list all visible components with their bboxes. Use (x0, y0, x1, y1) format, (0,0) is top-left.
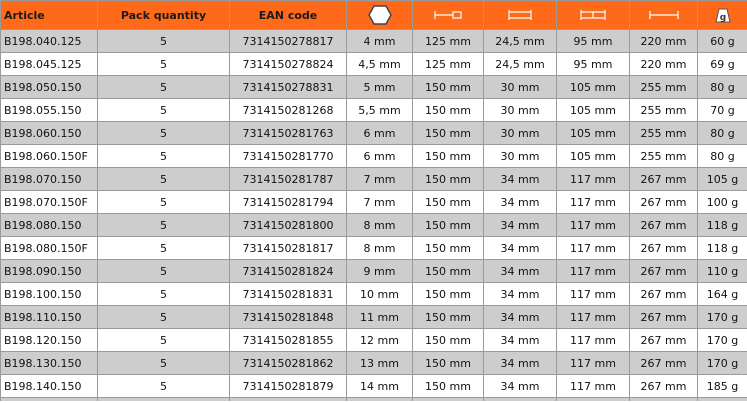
cell-article: B198.070.150 (1, 168, 98, 191)
cell-total-length: 267 mm (630, 237, 698, 260)
cell-total-length: 267 mm (630, 168, 698, 191)
cell-partial (413, 398, 484, 402)
cell-size: 6 mm (347, 145, 413, 168)
cell-blade-length: 150 mm (413, 352, 484, 375)
cell-size: 10 mm (347, 283, 413, 306)
cell-ean-code: 7314150278824 (230, 53, 347, 76)
cell-pack-quantity: 5 (98, 214, 230, 237)
header-article: Article (1, 1, 98, 30)
cell-short-arm: 34 mm (484, 191, 557, 214)
cell-total-length: 255 mm (630, 76, 698, 99)
table-row (1, 306, 747, 329)
cell-weight: 105 g (698, 168, 747, 191)
table-row (1, 329, 747, 352)
cell-ean-code: 7314150281862 (230, 352, 347, 375)
cell-pack-quantity: 5 (98, 30, 230, 53)
cell-total-length: 267 mm (630, 375, 698, 398)
cell-article: B198.055.150 (1, 99, 98, 122)
cell-pack-quantity: 5 (98, 168, 230, 191)
cell-short-arm: 24,5 mm (484, 30, 557, 53)
cell-short-arm: 34 mm (484, 260, 557, 283)
table-row (1, 260, 747, 283)
cell-article: B198.080.150 (1, 214, 98, 237)
cell-total-length: 255 mm (630, 145, 698, 168)
cell-partial (1, 398, 98, 402)
cell-long-arm: 117 mm (557, 375, 630, 398)
cell-size: 12 mm (347, 329, 413, 352)
cell-partial (230, 398, 347, 402)
cell-pack-quantity: 5 (98, 122, 230, 145)
cell-ean-code: 7314150278817 (230, 30, 347, 53)
cell-blade-length: 150 mm (413, 122, 484, 145)
cell-short-arm: 34 mm (484, 283, 557, 306)
cell-size: 7 mm (347, 191, 413, 214)
cell-article: B198.130.150 (1, 352, 98, 375)
header-short-arm (484, 1, 557, 30)
short-arm-length-icon (505, 8, 535, 22)
table-row (1, 237, 747, 260)
cell-short-arm: 34 mm (484, 237, 557, 260)
cell-size: 8 mm (347, 214, 413, 237)
cell-weight: 170 g (698, 352, 747, 375)
cell-ean-code: 7314150281817 (230, 237, 347, 260)
cell-pack-quantity: 5 (98, 191, 230, 214)
cell-short-arm: 34 mm (484, 329, 557, 352)
cell-article: B198.040.125 (1, 30, 98, 53)
cell-total-length: 267 mm (630, 214, 698, 237)
cell-article: B198.050.150 (1, 76, 98, 99)
cell-partial (347, 398, 413, 402)
cell-weight: 170 g (698, 306, 747, 329)
cell-long-arm: 117 mm (557, 260, 630, 283)
cell-blade-length: 150 mm (413, 260, 484, 283)
cell-long-arm: 117 mm (557, 329, 630, 352)
blade-length-icon (433, 8, 463, 22)
cell-pack-quantity: 5 (98, 283, 230, 306)
header-total-length (630, 1, 698, 30)
cell-weight: 170 g (698, 329, 747, 352)
header-long-arm (557, 1, 630, 30)
cell-short-arm: 34 mm (484, 306, 557, 329)
cell-ean-code: 7314150281770 (230, 145, 347, 168)
cell-weight: 164 g (698, 283, 747, 306)
cell-weight: 60 g (698, 30, 747, 53)
cell-weight: 69 g (698, 53, 747, 76)
cell-size: 4 mm (347, 30, 413, 53)
table-row (1, 53, 747, 76)
cell-blade-length: 150 mm (413, 76, 484, 99)
hex-size-icon (367, 4, 393, 26)
cell-short-arm: 24,5 mm (484, 53, 557, 76)
cell-partial (698, 398, 747, 402)
cell-size: 5,5 mm (347, 99, 413, 122)
cell-total-length: 267 mm (630, 260, 698, 283)
table-row-partial (1, 398, 747, 402)
header-pack-quantity: Pack quantity (98, 1, 230, 30)
cell-blade-length: 150 mm (413, 99, 484, 122)
table-row (1, 191, 747, 214)
cell-pack-quantity: 5 (98, 145, 230, 168)
table-row (1, 76, 747, 99)
cell-weight: 185 g (698, 375, 747, 398)
cell-weight: 110 g (698, 260, 747, 283)
cell-weight: 80 g (698, 76, 747, 99)
cell-size: 14 mm (347, 375, 413, 398)
cell-pack-quantity: 5 (98, 237, 230, 260)
cell-partial (98, 398, 230, 402)
cell-weight: 80 g (698, 122, 747, 145)
cell-blade-length: 150 mm (413, 306, 484, 329)
cell-ean-code: 7314150281824 (230, 260, 347, 283)
cell-weight: 118 g (698, 237, 747, 260)
cell-ean-code: 7314150281831 (230, 283, 347, 306)
cell-size: 5 mm (347, 76, 413, 99)
cell-pack-quantity: 5 (98, 76, 230, 99)
cell-ean-code: 7314150281794 (230, 191, 347, 214)
cell-partial (557, 398, 630, 402)
cell-ean-code: 7314150281848 (230, 306, 347, 329)
cell-blade-length: 150 mm (413, 214, 484, 237)
cell-long-arm: 105 mm (557, 145, 630, 168)
cell-weight: 118 g (698, 214, 747, 237)
cell-total-length: 267 mm (630, 352, 698, 375)
total-length-icon (648, 8, 680, 22)
cell-long-arm: 117 mm (557, 283, 630, 306)
table-row (1, 375, 747, 398)
cell-total-length: 267 mm (630, 283, 698, 306)
cell-article: B198.060.150F (1, 145, 98, 168)
table-row (1, 122, 747, 145)
cell-long-arm: 117 mm (557, 306, 630, 329)
weight-icon (714, 6, 732, 24)
cell-size: 4,5 mm (347, 53, 413, 76)
cell-ean-code: 7314150281787 (230, 168, 347, 191)
cell-blade-length: 150 mm (413, 283, 484, 306)
weight-unit-label: g (719, 13, 726, 23)
table-row (1, 352, 747, 375)
cell-size: 8 mm (347, 237, 413, 260)
cell-total-length: 220 mm (630, 53, 698, 76)
cell-long-arm: 117 mm (557, 237, 630, 260)
header-weight (698, 1, 747, 30)
cell-article: B198.110.150 (1, 306, 98, 329)
cell-blade-length: 150 mm (413, 191, 484, 214)
cell-total-length: 267 mm (630, 191, 698, 214)
table-row (1, 99, 747, 122)
cell-long-arm: 117 mm (557, 168, 630, 191)
cell-blade-length: 150 mm (413, 375, 484, 398)
table-row (1, 214, 747, 237)
cell-short-arm: 34 mm (484, 375, 557, 398)
table-row (1, 145, 747, 168)
cell-short-arm: 30 mm (484, 76, 557, 99)
cell-total-length: 255 mm (630, 99, 698, 122)
cell-blade-length: 125 mm (413, 30, 484, 53)
cell-ean-code: 7314150281268 (230, 99, 347, 122)
cell-ean-code: 7314150278831 (230, 76, 347, 99)
cell-article: B198.060.150 (1, 122, 98, 145)
cell-total-length: 220 mm (630, 30, 698, 53)
cell-size: 7 mm (347, 168, 413, 191)
cell-total-length: 255 mm (630, 122, 698, 145)
cell-article: B198.070.150F (1, 191, 98, 214)
cell-article: B198.090.150 (1, 260, 98, 283)
cell-pack-quantity: 5 (98, 260, 230, 283)
cell-blade-length: 150 mm (413, 237, 484, 260)
cell-ean-code: 7314150281879 (230, 375, 347, 398)
cell-weight: 80 g (698, 145, 747, 168)
cell-weight: 100 g (698, 191, 747, 214)
cell-blade-length: 125 mm (413, 53, 484, 76)
cell-size: 6 mm (347, 122, 413, 145)
cell-long-arm: 105 mm (557, 76, 630, 99)
cell-long-arm: 95 mm (557, 30, 630, 53)
cell-article: B198.100.150 (1, 283, 98, 306)
cell-pack-quantity: 5 (98, 306, 230, 329)
cell-article: B198.045.125 (1, 53, 98, 76)
cell-long-arm: 117 mm (557, 352, 630, 375)
cell-size: 9 mm (347, 260, 413, 283)
cell-pack-quantity: 5 (98, 99, 230, 122)
header-row (1, 1, 747, 30)
cell-short-arm: 30 mm (484, 99, 557, 122)
cell-long-arm: 105 mm (557, 122, 630, 145)
header-blade-length (413, 1, 484, 30)
cell-short-arm: 30 mm (484, 122, 557, 145)
cell-short-arm: 34 mm (484, 352, 557, 375)
header-size (347, 1, 413, 30)
table-row (1, 283, 747, 306)
cell-total-length: 267 mm (630, 306, 698, 329)
cell-article: B198.080.150F (1, 237, 98, 260)
table-row (1, 30, 747, 53)
cell-short-arm: 34 mm (484, 214, 557, 237)
cell-partial (484, 398, 557, 402)
cell-pack-quantity: 5 (98, 53, 230, 76)
cell-partial (630, 398, 698, 402)
cell-article: B198.120.150 (1, 329, 98, 352)
cell-long-arm: 105 mm (557, 99, 630, 122)
cell-weight: 70 g (698, 99, 747, 122)
header-ean-code: EAN code (230, 1, 347, 30)
cell-total-length: 267 mm (630, 329, 698, 352)
cell-long-arm: 117 mm (557, 214, 630, 237)
cell-size: 11 mm (347, 306, 413, 329)
cell-ean-code: 7314150281763 (230, 122, 347, 145)
cell-long-arm: 117 mm (557, 191, 630, 214)
cell-pack-quantity: 5 (98, 375, 230, 398)
cell-pack-quantity: 5 (98, 329, 230, 352)
cell-short-arm: 30 mm (484, 145, 557, 168)
cell-short-arm: 34 mm (484, 168, 557, 191)
cell-long-arm: 95 mm (557, 53, 630, 76)
cell-pack-quantity: 5 (98, 352, 230, 375)
cell-blade-length: 150 mm (413, 145, 484, 168)
cell-ean-code: 7314150281855 (230, 329, 347, 352)
cell-blade-length: 150 mm (413, 168, 484, 191)
table-row (1, 168, 747, 191)
long-arm-length-icon (578, 8, 608, 22)
cell-blade-length: 150 mm (413, 329, 484, 352)
cell-size: 13 mm (347, 352, 413, 375)
cell-ean-code: 7314150281800 (230, 214, 347, 237)
cell-article: B198.140.150 (1, 375, 98, 398)
